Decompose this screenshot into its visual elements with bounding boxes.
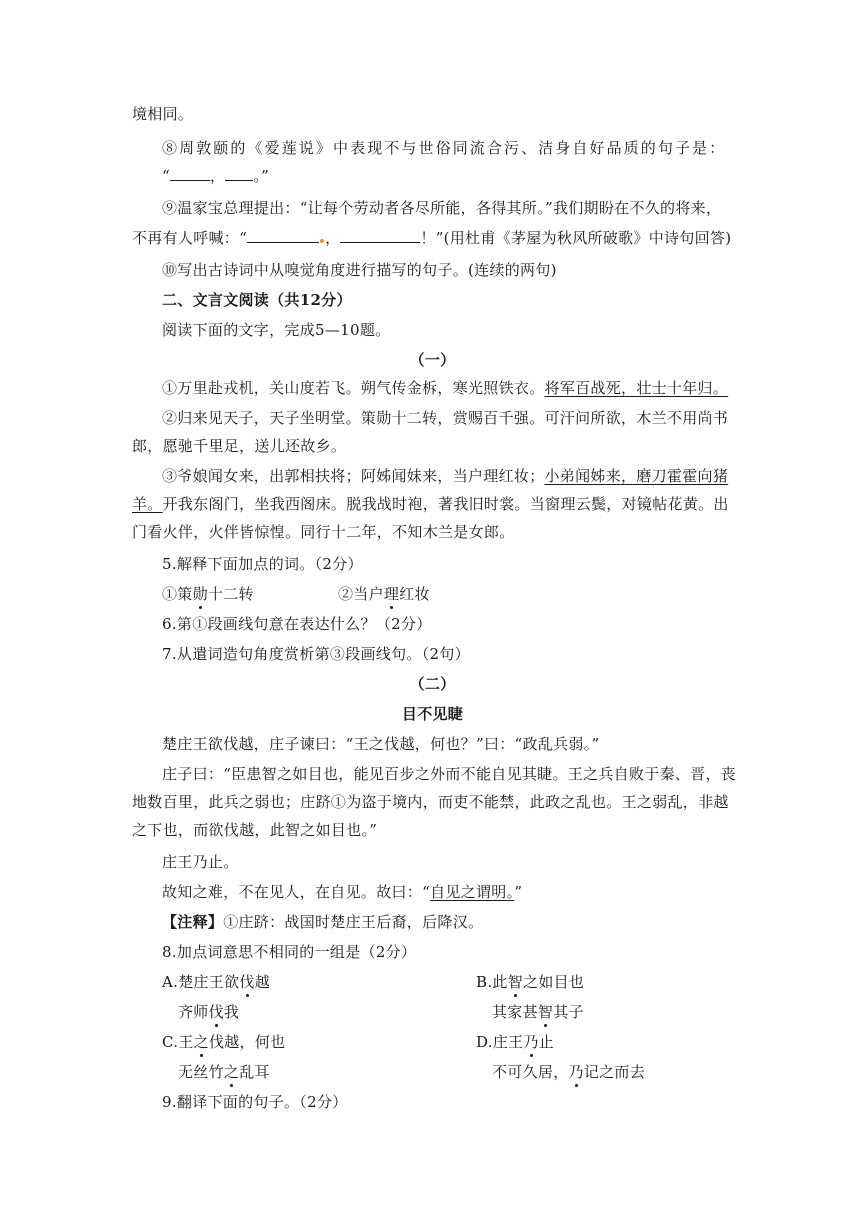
dotted-character: 乃 (568, 1063, 584, 1081)
story-paragraph-4: 故知之难，不在见人，在自见。故曰：“自见之谓明。” (162, 883, 523, 901)
instructions: 阅读下面的文字，完成5—10题。 (162, 321, 391, 339)
option-d-line-2: 不可久居，乃记之而去 (492, 1063, 646, 1081)
marker-dot-icon (320, 239, 324, 243)
question-8-answer-line: “ ， 。” (162, 167, 270, 185)
paragraph-3: ③爷娘闻女来，出郭相扶将；阿姊闻妹来，当户理红妆；小弟闻姊来，磨刀霍霍向猪 (162, 467, 729, 485)
option-c-line-1[interactable]: C.王之伐越，何也 (162, 1033, 286, 1051)
question-6: 6.第①段画线句意在表达什么？（2分） (162, 615, 432, 633)
underlined-sentence: 小弟闻姊来，磨刀霍霍向猪 (544, 467, 729, 485)
question-5-item-a: ①策勋十二转 (162, 585, 254, 603)
dotted-character: 理 (383, 585, 400, 603)
question-5-item-b: ②当户理红妆 (338, 585, 430, 603)
underlined-sentence: 自见之谓明。 (430, 883, 515, 901)
story-title: 目不见睫 (401, 705, 464, 723)
question-5: 5.解释下面加点的词。（2分） (162, 555, 363, 573)
paragraph-3-end: 门看火伴，火伴皆惊惶。同行十二年，不知木兰是女郎。 (132, 523, 515, 541)
dotted-character: 乃 (523, 1033, 539, 1051)
text-line: 境相同。 (132, 105, 194, 123)
question-9-prompt: ⑨温家宝总理提出：“让每个劳动者各尽所能，各得其所。”我们期盼在不久的将来， (162, 199, 722, 217)
option-a-line-1[interactable]: A.楚庄王欲伐越 (162, 973, 271, 991)
story-paragraph-2-cont: 地数百里，此兵之弱也；庄跻①为盗于境内，而吏不能禁，此政之乱也。王之弱乱，非越 (132, 793, 729, 811)
dotted-character: 智 (507, 973, 524, 991)
answer-blank[interactable] (225, 166, 253, 181)
dotted-character: 伐 (208, 1003, 224, 1021)
underlined-sentence: 将军百战死，壮士十年归。 (544, 379, 729, 397)
story-paragraph-1: 楚庄王欲伐越，庄子谏曰：“王之伐越，何也？”曰：“政乱兵弱。” (162, 735, 600, 753)
question-9: 9.翻译下面的句子。（2分） (162, 1093, 348, 1111)
dotted-character: 之 (223, 1063, 240, 1081)
underlined-sentence: 羊。 (132, 495, 163, 513)
dotted-character: 伐 (239, 973, 255, 991)
question-9-answer-line: 不再有人呼喊：“ ， ！”(用杜甫《茅屋为秋风所破歌》中诗句回答) (132, 229, 732, 247)
paragraph-3-cont: 羊。开我东阁门，坐我西阁床。脱我战时袍，著我旧时裳。当窗理云鬓，对镜帖花黄。出 (132, 495, 729, 513)
paragraph-2-cont: 郎，愿驰千里足，送儿还故乡。 (132, 437, 347, 455)
part-one-title: （一） (409, 351, 456, 369)
dotted-character: 之 (193, 1033, 209, 1051)
option-c-line-2: 无丝竹之乱耳 (178, 1063, 270, 1081)
answer-blank[interactable] (170, 166, 210, 181)
story-paragraph-2: 庄子曰：“臣患智之如目也，能见百步之外而不能自见其睫。王之兵自败于秦、晋，丧 (162, 765, 737, 783)
section-heading: 二、文言文阅读（共12分） (162, 291, 352, 309)
story-paragraph-3: 庄王乃止。 (162, 853, 239, 871)
paragraph-2: ②归来见天子，天子坐明堂。策勋十二转，赏赐百千强。可汗问所欲，木兰不用尚书 (162, 409, 729, 427)
part-two-title: （二） (409, 675, 456, 693)
question-10-prompt: ⑩写出古诗词中从嗅觉角度进行描写的句子。(连续的两句) (162, 261, 557, 279)
annotation: 【注释】①庄跻：战国时楚庄王后裔，后降汉。 (162, 913, 484, 931)
answer-blank[interactable] (340, 228, 420, 243)
option-b-line-2: 其家甚智其子 (492, 1003, 584, 1021)
dotted-character: 勋 (192, 585, 208, 603)
story-paragraph-2-end: 之下也，而欲伐越，此智之如目也。” (132, 821, 378, 839)
option-b-line-1[interactable]: B.此智之如目也 (476, 973, 585, 991)
option-d-line-1[interactable]: D.庄王乃止 (476, 1033, 555, 1051)
dotted-character: 智 (537, 1003, 554, 1021)
option-a-line-2: 齐师伐我 (178, 1003, 240, 1021)
answer-blank[interactable] (247, 228, 319, 243)
paragraph-1: ①万里赴戎机，关山度若飞。朔气传金柝，寒光照铁衣。将军百战死，壮士十年归。 (162, 379, 729, 397)
question-8: 8.加点词意思不相同的一组是（2分） (162, 943, 417, 961)
question-7: 7.从遣词造句角度赏析第③段画线句。（2句） (162, 645, 470, 663)
question-8-prompt: ⑧周敦颐的《爱莲说》中表现不与世俗同流合污、洁身自好品质的句子是： (162, 139, 727, 157)
